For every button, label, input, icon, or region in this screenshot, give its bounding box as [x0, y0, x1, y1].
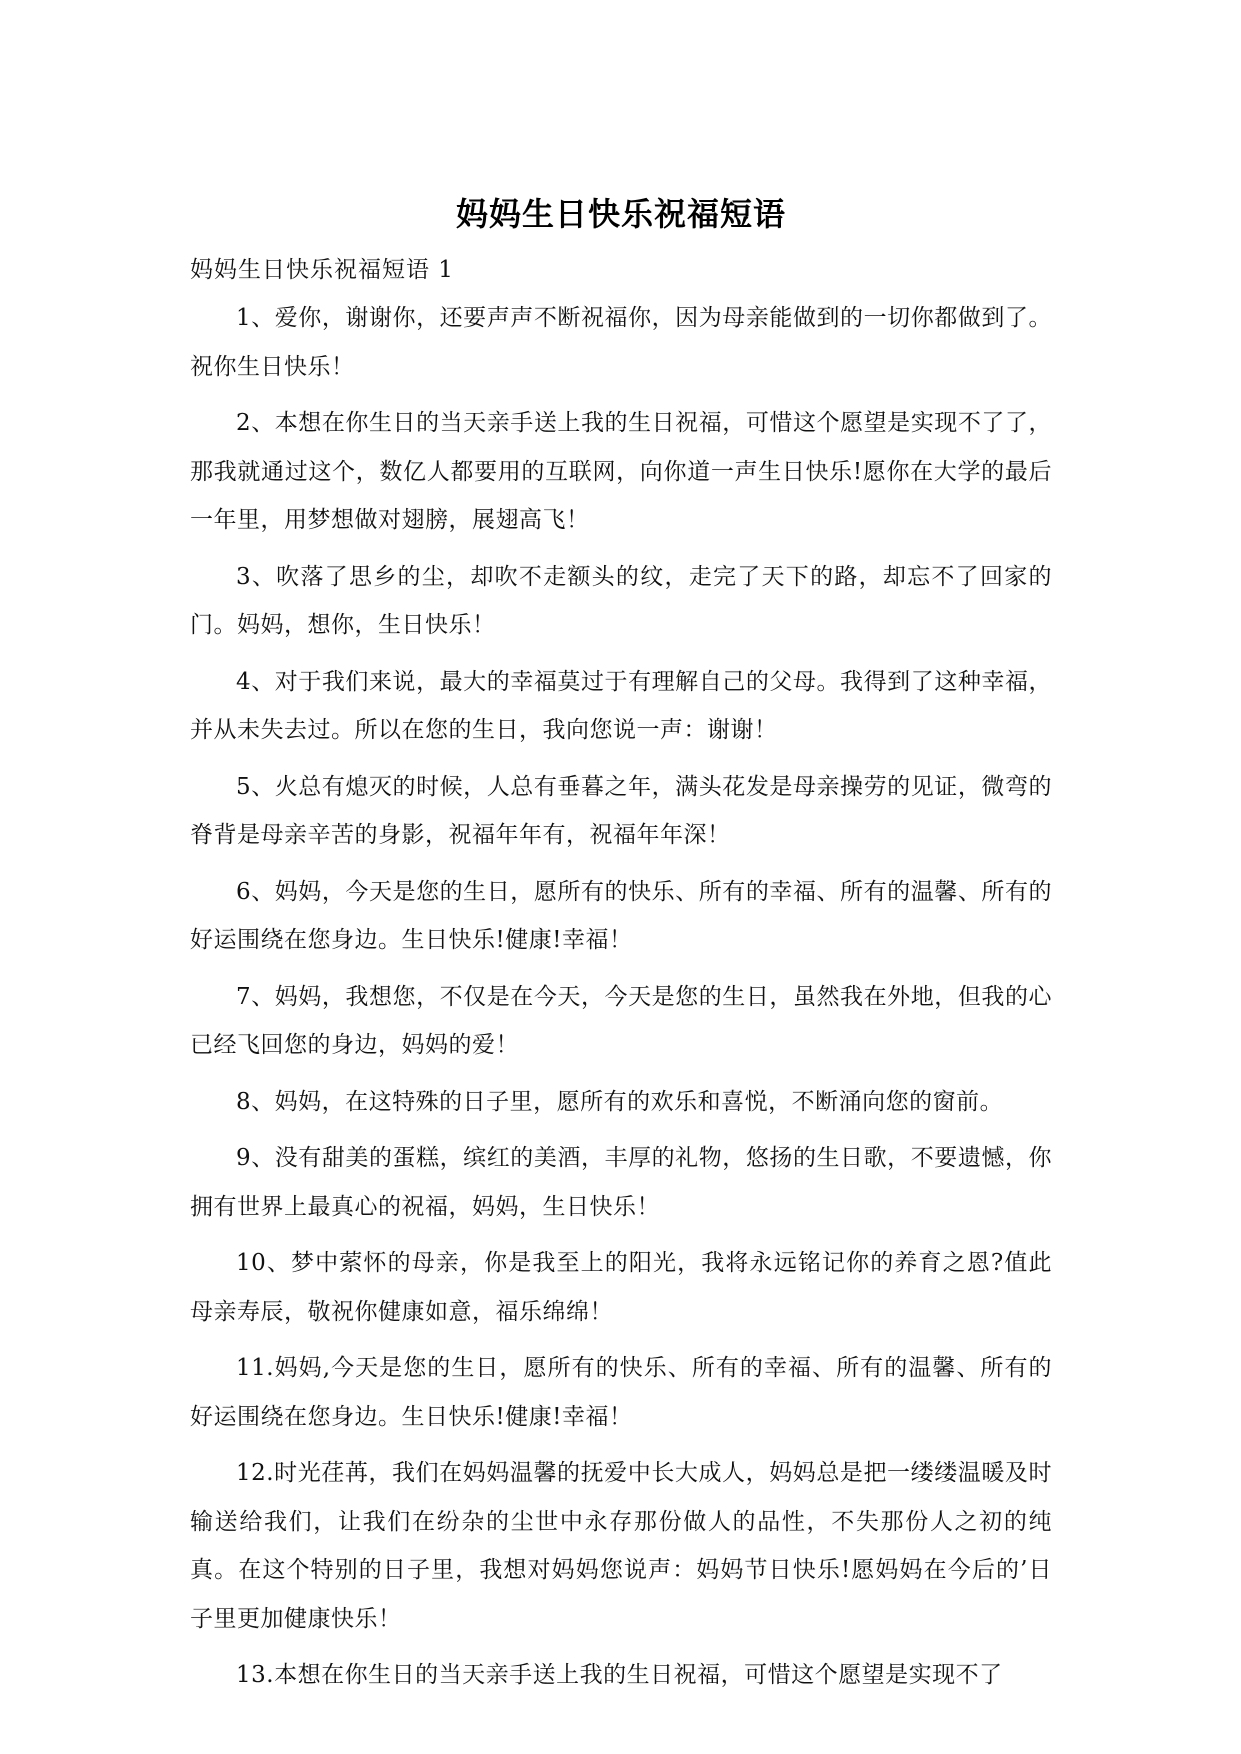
- paragraph-6: 6、妈妈，今天是您的生日，愿所有的快乐、所有的幸福、所有的温馨、所有的好运围绕在您身边。生日快乐!健康!幸福！: [190, 878, 1052, 953]
- paragraph-10: 10、梦中萦怀的母亲，你是我至上的阳光，我将永远铭记你的养育之恩?值此母亲寿辰，敬祝你健康如意，福乐绵绵！: [190, 1250, 1052, 1325]
- paragraph-11: 11.妈妈,今天是您的生日，愿所有的快乐、所有的幸福、所有的温馨、所有的好运围绕在您身边。生日快乐!健康!幸福！: [190, 1355, 1052, 1430]
- paragraph-12: 12.时光荏苒，我们在妈妈温馨的抚爱中长大成人，妈妈总是把一缕缕温暖及时输送给我们，让我们在纷杂的尘世中永存那份做人的品性，不失那份人之初的纯真。在这个特别的日子里，我想对妈妈您说声：妈妈节日快乐!愿妈妈在今后的’日子里更加健康快乐！: [190, 1460, 1052, 1632]
- paragraph-7: 7、妈妈，我想您，不仅是在今天，今天是您的生日，虽然我在外地，但我的心已经飞回您的身边，妈妈的爱！: [190, 983, 1052, 1058]
- paragraph-9: 9、没有甜美的蛋糕，缤红的美酒，丰厚的礼物，悠扬的生日歌，不要遗憾，你拥有世界上最真心的祝福，妈妈，生日快乐！: [190, 1145, 1052, 1220]
- paragraph-13: 13.本想在你生日的当天亲手送上我的生日祝福，可惜这个愿望是实现不了: [236, 1662, 1003, 1688]
- paragraph-4: 4、对于我们来说，最大的幸福莫过于有理解自己的父母。我得到了这种幸福，并从未失去过。所以在您的生日，我向您说一声：谢谢！: [190, 668, 1052, 743]
- paragraph-list: [190, 294, 1052, 1700]
- document-title: 妈妈生日快乐祝福短语: [455, 195, 786, 233]
- paragraph-1: 1、爱你，谢谢你，还要声声不断祝福你，因为母亲能做到的一切你都做到了。祝你生日快乐！: [190, 305, 1052, 380]
- section-heading: 妈妈生日快乐祝福短语 1: [190, 257, 454, 283]
- paragraph-2: 2、本想在你生日的当天亲手送上我的生日祝福，可惜这个愿望是实现不了了，那我就通过这个，数亿人都要用的互联网，向你道一声生日快乐!愿你在大学的最后一年里，用梦想做对翅膀，展翅高飞！: [190, 410, 1052, 533]
- paragraph-5: 5、火总有熄灭的时候，人总有垂暮之年，满头花发是母亲操劳的见证，微弯的脊背是母亲辛苦的身影，祝福年年有，祝福年年深！: [190, 773, 1052, 848]
- paragraph-8: 8、妈妈，在这特殊的日子里，愿所有的欢乐和喜悦，不断涌向您的窗前。: [236, 1088, 1004, 1115]
- document-page: [190, 0, 1052, 1708]
- paragraph-3: 3、吹落了思乡的尘，却吹不走额头的纹，走完了天下的路，却忘不了回家的门。妈妈，想你，生日快乐！: [190, 563, 1052, 638]
